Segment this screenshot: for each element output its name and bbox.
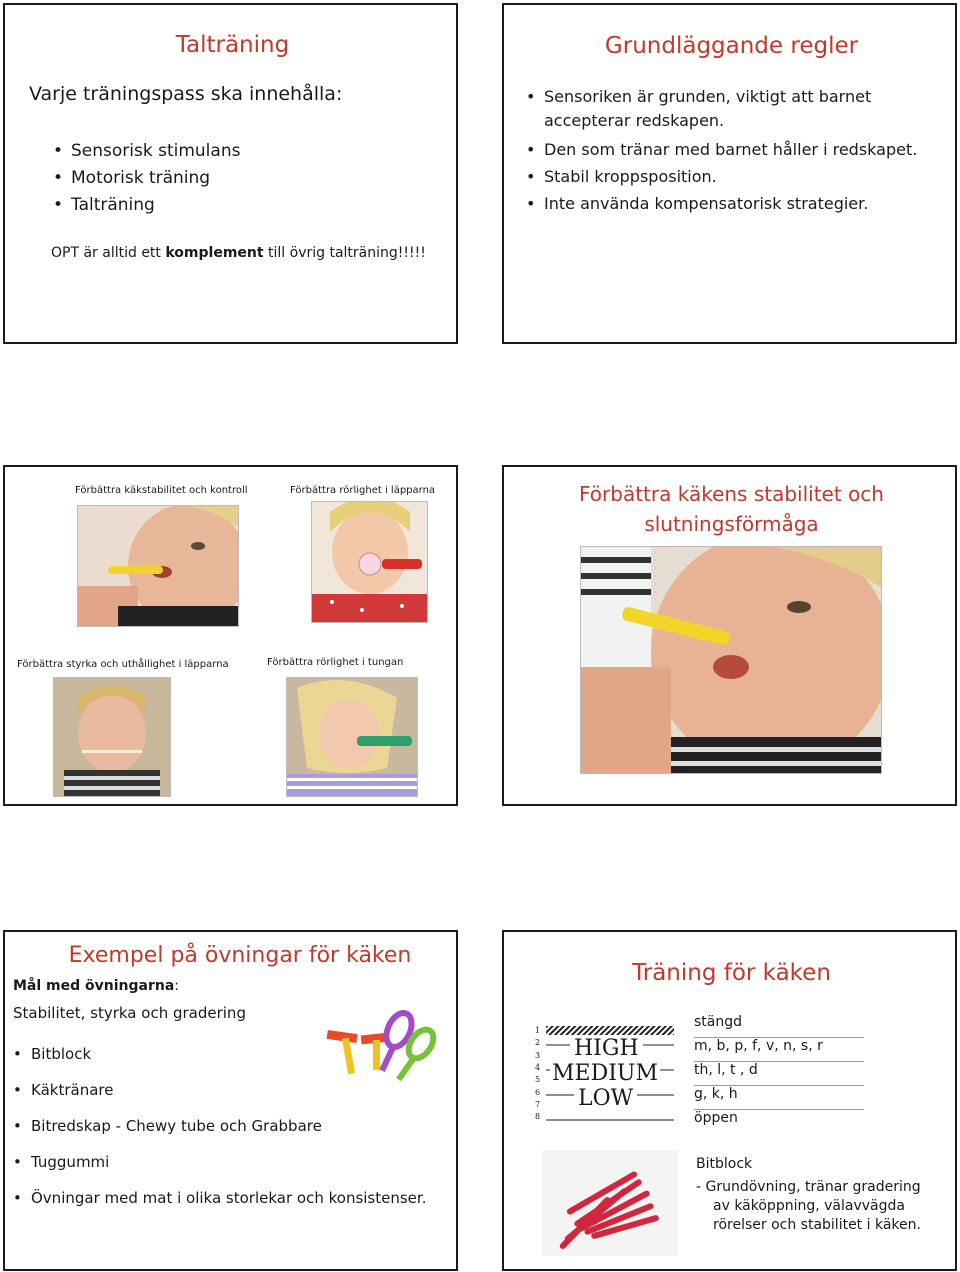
slide-taltraning (3, 3, 458, 344)
level-high: HIGH (570, 1036, 643, 1061)
scale-number: 8 (535, 1112, 541, 1121)
level-medium: MEDIUM (552, 1061, 658, 1086)
level-low: LOW (574, 1086, 637, 1111)
position-item: m, b, p, f, v, n, s, r (694, 1038, 864, 1062)
slide-title: Träning för käken (632, 960, 831, 986)
bullet-item: • Talträning (53, 192, 240, 219)
position-item: stängd (694, 1014, 864, 1038)
caption-rorlighet-tungan: Förbättra rörlighet i tungan (267, 657, 404, 668)
bullet-list (526, 85, 936, 216)
slide-kakens-stabilitet (502, 465, 957, 806)
photo-child-jaw-tool (77, 505, 239, 627)
slide-title-line2: slutningsförmåga (644, 512, 819, 536)
girl-photo-illustration (312, 502, 427, 622)
scale-number: 3 (535, 1051, 541, 1060)
scale-number: 2 (535, 1038, 541, 1047)
slide-title-line1: Förbättra käkens stabilitet och (579, 482, 884, 506)
slide-traning-for-kaken (502, 930, 957, 1271)
caption-styrka-lapparna: Förbättra styrka och uthållighet i läpparna (17, 659, 229, 670)
bite-block-image (542, 1150, 678, 1256)
jaw-scale-graphic (532, 1020, 674, 1124)
bullet-item: • Den som tränar med barnet håller i redskapet. (526, 138, 936, 162)
bitblock-description: - Grundövning, tränar gradering av käköppning, välavvägda rörelser och stabilitet i käken. (696, 1179, 921, 1233)
slide-title: Grundläggande regler (604, 33, 859, 59)
child-photo-illustration (78, 506, 238, 626)
bullet-list (53, 138, 240, 219)
note-text: OPT är alltid ett komplement till övrig talträning!!!!! (51, 245, 426, 261)
slide-title: Talträning (175, 32, 290, 58)
jaw-closeup-illustration (581, 547, 881, 773)
boy-photo-illustration (54, 678, 170, 796)
scale-number: 5 (535, 1075, 541, 1084)
photo-boy-lip-stick (53, 677, 171, 797)
caption-kakstabilitet: Förbättra käkstabilitet och kontroll (75, 485, 248, 496)
bullet-item: • Stabil kroppsposition. (526, 165, 936, 189)
slide-grundlaggande-regler (502, 3, 957, 344)
position-list (694, 1014, 864, 1133)
bullet-item: • Sensoriken är grunden, viktigt att barnet accepterar redskapen. (526, 85, 936, 133)
slide-subtitle: Varje träningspass ska innehålla: (29, 83, 343, 105)
bullet-item: • Sensorisk stimulans (53, 138, 240, 165)
position-item: g, k, h (694, 1086, 864, 1110)
bullet-item: • Övningar med mat i olika storlekar och konsistenser. (13, 1180, 426, 1216)
girl-tongue-illustration (287, 678, 417, 796)
bullet-item: • Bitblock (13, 1036, 426, 1072)
position-item: th, l, t , d (694, 1062, 864, 1086)
slide-title: Exempel på övningar för käken (68, 943, 412, 968)
scale-number: 6 (535, 1088, 541, 1097)
bullet-item: • Käktränare (13, 1072, 426, 1108)
bullet-item: • Inte använda kompensatorisk strategier. (526, 192, 936, 216)
caption-rorlighet-lapparna: Förbättra rörlighet i läpparna (290, 485, 436, 496)
photo-girl-tongue-tool (286, 677, 418, 797)
goal-text: Stabilitet, styrka och gradering (13, 1004, 246, 1022)
slide-photo-collage (3, 465, 458, 806)
goal-label: Mål med övningarna: (13, 978, 180, 994)
scale-number: 4 (535, 1063, 541, 1072)
photo-child-jaw-closeup (580, 546, 882, 774)
bitblock-title: Bitblock (696, 1156, 753, 1172)
bullet-item: • Bitredskap - Chewy tube och Grabbare (13, 1108, 426, 1144)
bullet-item: • Motorisk träning (53, 165, 240, 192)
scale-number: 1 (535, 1026, 541, 1035)
slide-ovningar-for-kaken (3, 930, 458, 1271)
bullet-item: • Tuggummi (13, 1144, 426, 1180)
scale-number: 7 (535, 1100, 541, 1109)
photo-girl-lip-tool (311, 501, 428, 623)
jaw-exerciser-tools-image (321, 1010, 439, 1096)
position-item: öppen (694, 1110, 738, 1126)
